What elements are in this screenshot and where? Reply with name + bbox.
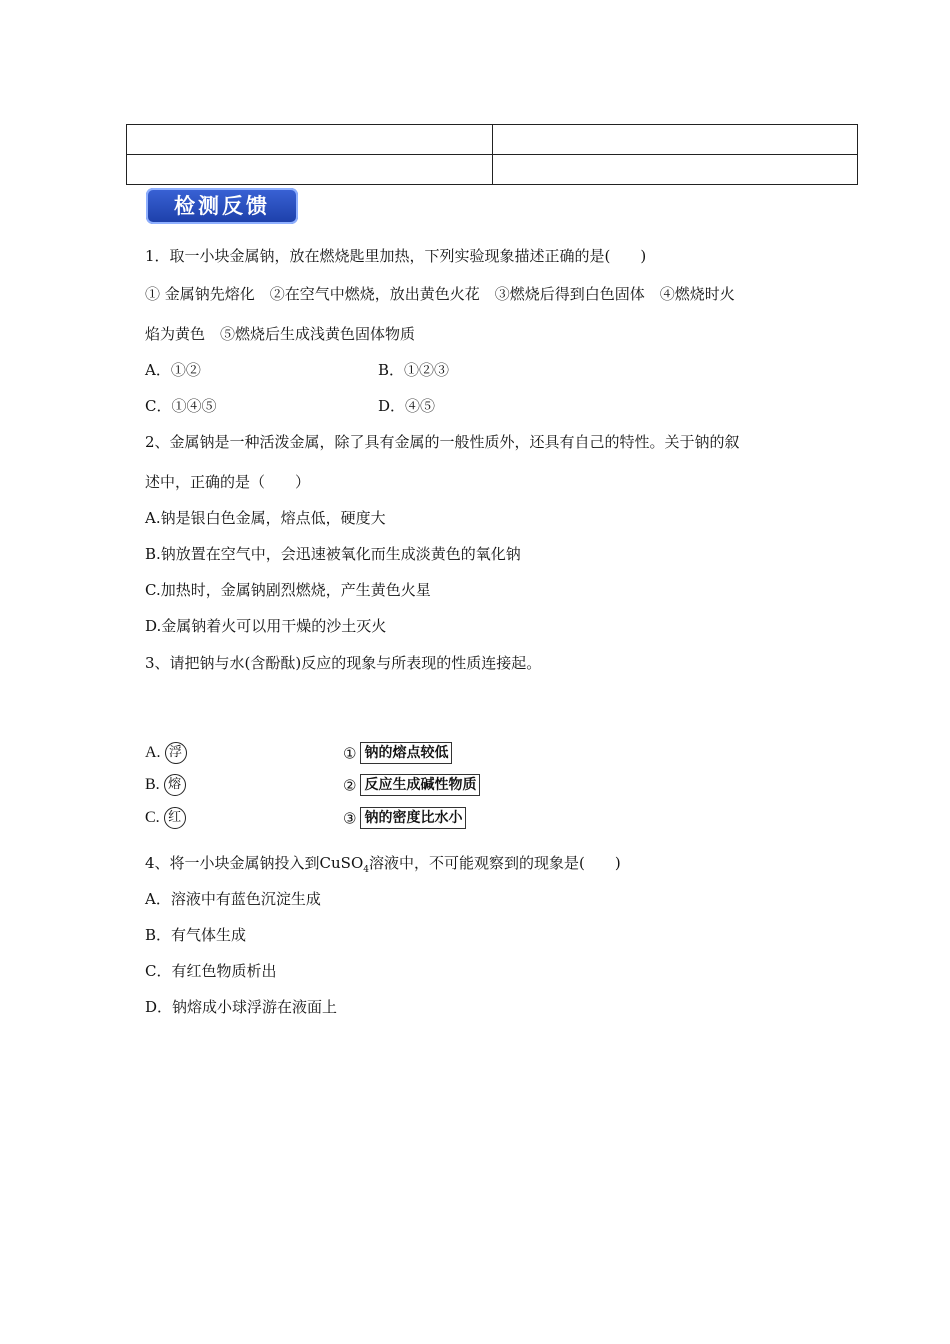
q3-right-item bbox=[343, 773, 480, 797]
q3-left-item bbox=[145, 741, 187, 765]
q4-option-a: A．溶液中有蓝色沉淀生成 bbox=[145, 890, 321, 908]
section-banner bbox=[146, 188, 298, 224]
q4-stem-post: 溶液中，不可能观察到的现象是( ) bbox=[369, 854, 621, 872]
q3-left-label: A. bbox=[145, 744, 161, 761]
q3-right-item bbox=[343, 806, 466, 830]
q4-stem-pre: 4、将一小块金属钠投入到CuSO bbox=[145, 854, 364, 872]
table-cell bbox=[492, 125, 858, 155]
q4-option-b: B．有气体生成 bbox=[145, 926, 247, 944]
q1-items-line2: 焰为黄色 ⑤燃烧后生成浅黄色固体物质 bbox=[145, 325, 416, 343]
q3-right-text: 反应生成碱性物质 bbox=[360, 774, 480, 796]
q2-option-b: B.钠放置在空气中，会迅速被氧化而生成淡黄色的氧化钠 bbox=[145, 545, 521, 563]
q4-stem bbox=[145, 853, 621, 880]
q1-option-b: B．①②③ bbox=[378, 361, 450, 379]
q3-stem: 3、请把钠与水(含酚酞)反应的现象与所表现的性质连接起。 bbox=[145, 654, 542, 672]
section-title: 检测反馈 bbox=[174, 194, 270, 218]
q2-option-a: A.钠是银白色金属，熔点低，硬度大 bbox=[145, 509, 386, 527]
circled-char: 红 bbox=[164, 807, 186, 829]
q3-left-label: C. bbox=[145, 809, 160, 826]
q1-option-d: D．④⑤ bbox=[378, 397, 436, 415]
q3-left-label: B. bbox=[145, 776, 160, 793]
table-cell bbox=[127, 125, 493, 155]
q2-stem-line2: 述中，正确的是（ ） bbox=[145, 473, 311, 491]
q3-left-item bbox=[145, 806, 186, 830]
q3-right-item bbox=[343, 741, 452, 765]
header-table bbox=[126, 124, 858, 185]
q3-right-text: 钠的熔点较低 bbox=[360, 742, 452, 764]
q3-right-text: 钠的密度比水小 bbox=[360, 807, 466, 829]
q4-option-d: D．钠熔成小球浮游在液面上 bbox=[145, 998, 338, 1016]
q2-option-c: C.加热时，金属钠剧烈燃烧，产生黄色火星 bbox=[145, 581, 431, 599]
q3-right-number: ③ bbox=[343, 809, 357, 828]
circled-char: 熔 bbox=[164, 774, 186, 796]
q3-right-number: ① bbox=[343, 744, 357, 763]
q3-right-number: ② bbox=[343, 776, 357, 795]
q1-option-c: C．①④⑤ bbox=[145, 397, 217, 415]
q2-stem-line1: 2、金属钠是一种活泼金属，除了具有金属的一般性质外，还具有自己的特性。关于钠的叙 bbox=[145, 433, 740, 451]
circled-char: 浮 bbox=[165, 742, 187, 764]
q1-stem: 1．取一小块金属钠，放在燃烧匙里加热，下列实验现象描述正确的是( ) bbox=[145, 247, 647, 265]
q1-option-a: A．①② bbox=[145, 361, 201, 379]
q2-option-d: D.金属钠着火可以用干燥的沙土灭火 bbox=[145, 617, 387, 635]
q1-items-line1: ① 金属钠先熔化 ②在空气中燃烧，放出黄色火花 ③燃烧后得到白色固体 ④燃烧时火 bbox=[145, 285, 735, 303]
q4-stem-sub: 4 bbox=[363, 865, 369, 875]
table-cell bbox=[127, 155, 493, 185]
q4-option-c: C．有红色物质析出 bbox=[145, 962, 277, 980]
q3-left-item bbox=[145, 773, 186, 797]
table-cell bbox=[492, 155, 858, 185]
